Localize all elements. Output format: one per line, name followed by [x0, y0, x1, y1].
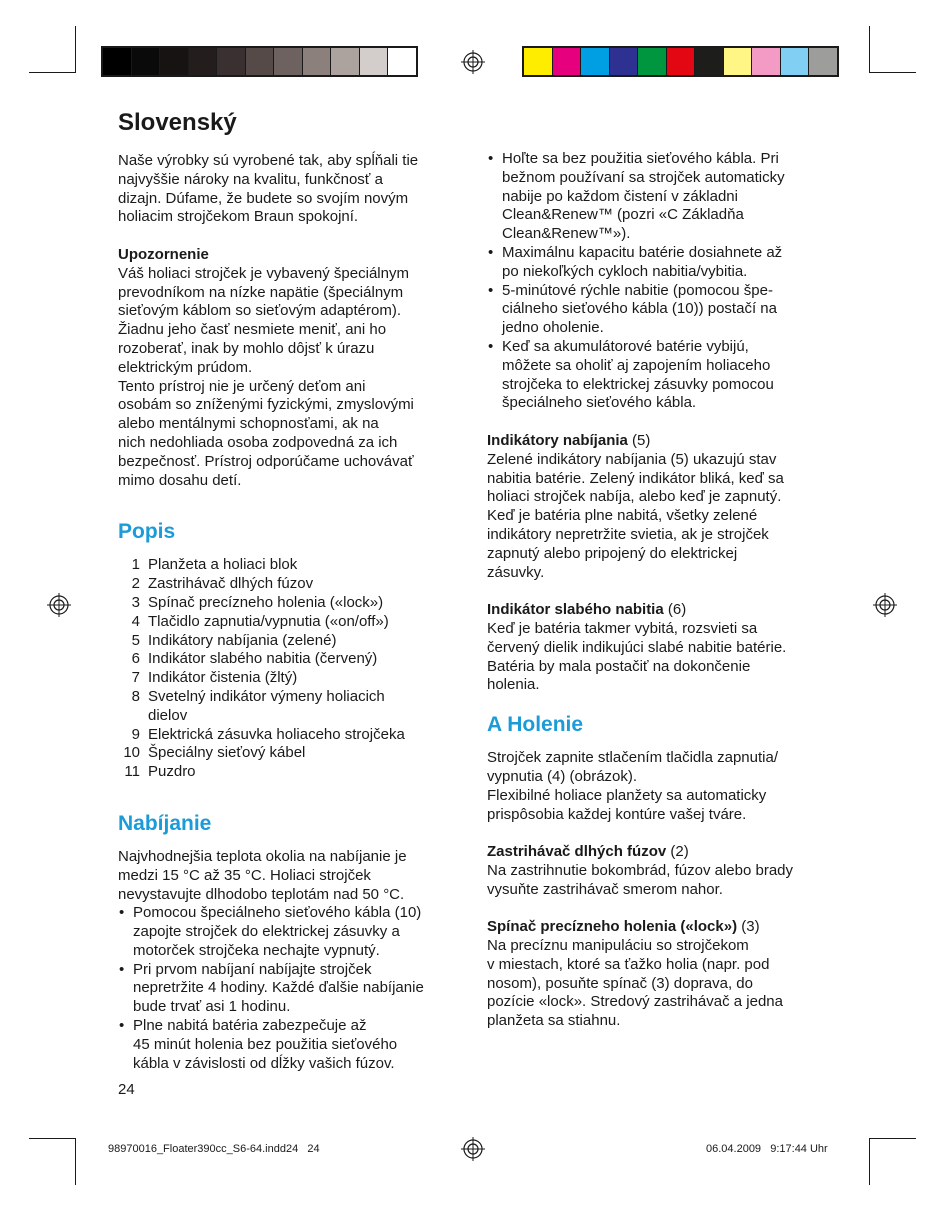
color-swatch	[331, 48, 360, 75]
list-item: • Maximálnu kapacitu batérie dosiahnete až po niekoľkých cykloch nabitia/vybitia.	[487, 244, 832, 282]
shaving-paragraph: Strojček zapnite stlačením tlačidla zapnutia/ vypnutia (4) (obrázok). Flexibilné holiace planžety sa automaticky prispôsobia každej kontúre vašej tváre.	[487, 749, 778, 823]
intro-paragraph: Naše výrobky sú vyrobené tak, aby spĺňali tie najvyššie nároky na kvalitu, funkčnosť a dizajn. Dúfame, že budete so svojím novým holiacim strojčekom Braun spokojní.	[118, 152, 419, 226]
page-title: Slovenský	[118, 109, 237, 136]
list-item: • Pomocou špeciálneho sieťového kábla (10) zapojte strojček do elektrickej zásuvky a motorček strojčeka nechajte vypnutý.	[118, 904, 463, 960]
color-swatch	[360, 48, 389, 75]
color-swatch	[189, 48, 218, 75]
crop-mark	[29, 72, 76, 73]
lock-heading: Spínač precízneho holenia («lock») (3)	[487, 918, 760, 936]
list-item: 5 Indikátory nabíjania (zelené)	[131, 631, 337, 649]
color-swatch	[781, 48, 810, 75]
crop-mark	[869, 1138, 916, 1139]
warning-paragraph: Váš holiaci strojček je vybavený špeciálnym prevodníkom na nízke napätie (špeciálnym sieťovým káblom so sieťovým adaptérom). Žiadnu jeho časť nesmiete meniť, ani ho rozoberať, inak by mohlo dôjsť k úrazu elektrickým prúdom. Tento prístroj nie je určený deťom ani osobám so zníženými fyzickými, zmyslovými alebo mentálnymi schopnosťami, ak na nich nedohliada osoba zodpovedná za ich bezpečnosť. Prístroj odporúčame uchovávať mimo dosahu detí.	[118, 264, 414, 489]
color-swatch	[246, 48, 275, 75]
low-battery-heading: Indikátor slabého nabitia (6)	[487, 601, 687, 619]
footer-timestamp: 06.04.2009 9:17:44 Uhr	[706, 1143, 828, 1155]
trimmer-paragraph: Na zastrihnutie bokombrád, fúzov alebo brady vysuňte zastrihávač smerom nahor.	[487, 861, 794, 898]
color-swatch	[553, 48, 582, 75]
registration-mark-icon	[47, 593, 71, 617]
list-item: • Keď sa akumulátorové batérie vybijú, môžete sa oholiť aj zapojením holiaceho strojčeka to elektrickej zásuvky pomocou špeciálneho sieťového kábla.	[487, 338, 832, 413]
process-color-bar	[522, 46, 839, 77]
color-swatch	[160, 48, 189, 75]
color-swatch	[388, 48, 416, 75]
charge-indicator-heading: Indikátory nabíjania (5)	[487, 431, 651, 449]
parts-list	[118, 556, 463, 782]
battery-bullets	[487, 150, 832, 413]
crop-mark	[29, 1138, 76, 1139]
charging-bullets	[118, 904, 463, 1073]
color-swatch	[274, 48, 303, 75]
list-item: • Plne nabitá batéria zabezpečuje až 45 minút holenia bez použitia sieťového kábla v závislosti od dĺžky vašich fúzov.	[118, 1017, 463, 1073]
registration-mark-icon	[461, 1137, 485, 1161]
color-swatch	[695, 48, 724, 75]
list-item: 3 Spínač precízneho holenia («lock»)	[131, 593, 384, 611]
list-item: • Hoľte sa bez použitia sieťového kábla. Pri bežnom používaní sa strojček automaticky nabije po každom čistení v základni Clean&Renew™ (pozri «C Základňa Clean&Renew™»).	[487, 150, 832, 244]
section-heading-popis: Popis	[118, 520, 176, 544]
color-swatch	[667, 48, 696, 75]
lock-paragraph: Na precíznu manipuláciu so strojčekom v miestach, ktoré sa ťažko holia (napr. pod nosom), posuňte spínač (3) doprava, do pozície «lock». Stredový zastrihávač a jedna planžeta sa stiahnu.	[487, 937, 783, 1030]
crop-mark	[869, 1138, 870, 1185]
warning-heading: Upozornenie	[118, 245, 209, 263]
color-swatch	[752, 48, 781, 75]
section-heading-nabijanie: Nabíjanie	[118, 811, 212, 835]
color-swatch	[610, 48, 639, 75]
color-swatch	[638, 48, 667, 75]
section-heading-holenie: A Holenie	[487, 713, 584, 737]
color-swatch	[103, 48, 132, 75]
footer-filename: 98970016_Floater390cc_S6-64.indd24 24	[108, 1143, 320, 1155]
page-number: 24	[118, 1081, 135, 1098]
crop-mark	[75, 1138, 76, 1185]
list-item: 2 Zastrihávač dlhých fúzov	[131, 575, 314, 593]
left-column	[118, 109, 463, 1073]
registration-mark-icon	[873, 593, 897, 617]
list-item: 10 Špeciálny sieťový kábel	[123, 744, 306, 762]
charge-indicator-paragraph: Zelené indikátory nabíjania (5) ukazujú stav nabitia batérie. Zelený indikátor bliká, keď sa holiaci strojček nabíja, alebo keď je zapnutý. Keď je batéria plne nabitá, všetky zelené indikátory nepretržite svietia, ak je strojček zapnutý alebo pripojený do elektrickej zásuvky.	[487, 450, 784, 581]
crop-mark	[869, 26, 870, 73]
list-item: 8 Svetelný indikátor výmeny holiacich dielov	[131, 687, 385, 724]
color-swatch	[524, 48, 553, 75]
list-item: 6 Indikátor slabého nabitia (červený)	[131, 650, 378, 668]
list-item: 7 Indikátor čistenia (žltý)	[131, 669, 298, 687]
low-battery-paragraph: Keď je batéria takmer vybitá, rozsvieti sa červený dielik indikujúci slabé nabitie batérie. Batéria by mala postačiť na dokončenie holenia.	[487, 619, 787, 694]
list-item: 4 Tlačidlo zapnutia/vypnutia («on/off»)	[131, 612, 389, 630]
charging-paragraph: Najvhodnejšia teplota okolia na nabíjanie je medzi 15 °C až 35 °C. Holiaci strojček nevystavujte dlhodobo teplotám nad 50 °C.	[118, 847, 407, 903]
list-item: • Pri prvom nabíjaní nabíjajte strojček nepretržite 4 hodiny. Každé ďalšie nabíjanie bude trvať asi 1 hodinu.	[118, 961, 463, 1017]
right-column	[487, 150, 832, 1031]
crop-mark	[75, 26, 76, 73]
list-item: 9 Elektrická zásuvka holiaceho strojčeka	[131, 725, 405, 743]
color-swatch	[724, 48, 753, 75]
color-swatch	[132, 48, 161, 75]
trimmer-heading: Zastrihávač dlhých fúzov (2)	[487, 843, 689, 861]
list-item: 1 Planžeta a holiaci blok	[131, 556, 298, 574]
registration-mark-icon	[461, 50, 485, 74]
crop-mark	[869, 72, 916, 73]
color-swatch	[809, 48, 837, 75]
gray-color-bar	[101, 46, 418, 77]
color-swatch	[581, 48, 610, 75]
list-item: • 5-minútové rýchle nabitie (pomocou špe- ciálneho sieťového kábla (10)) postačí na jedno oholenie.	[487, 282, 832, 338]
color-swatch	[303, 48, 332, 75]
color-swatch	[217, 48, 246, 75]
list-item: 11 Puzdro	[124, 763, 196, 781]
